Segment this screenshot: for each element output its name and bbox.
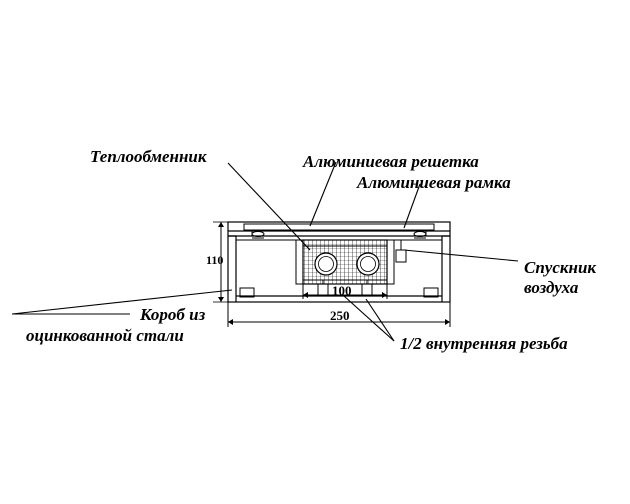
- callout-air-vent-line2: воздуха: [524, 278, 579, 297]
- callout-heat-exchanger: Теплообменник: [90, 147, 207, 166]
- frame-fixings: [252, 232, 426, 239]
- heat-exchanger-block: [303, 240, 387, 284]
- dimension-value-100: 100: [332, 283, 352, 298]
- air-vent-part: [396, 240, 406, 262]
- callout-internal-thread: 1/2 внутренняя резьба: [400, 334, 568, 353]
- callout-galvanized-box-line1: Короб из: [140, 305, 206, 324]
- callout-galvanized-box-line2: оцинкованной стали: [26, 326, 184, 345]
- dimension-value-110: 110: [206, 253, 224, 267]
- dimension-value-250: 250: [330, 308, 350, 323]
- callout-air-vent-line1: Спускник: [524, 258, 597, 277]
- callout-aluminium-grille: Алюминиевая решетка: [303, 152, 479, 171]
- callout-aluminium-frame: Алюминиевая рамка: [357, 173, 511, 192]
- aluminium-grille-detail: [244, 224, 434, 236]
